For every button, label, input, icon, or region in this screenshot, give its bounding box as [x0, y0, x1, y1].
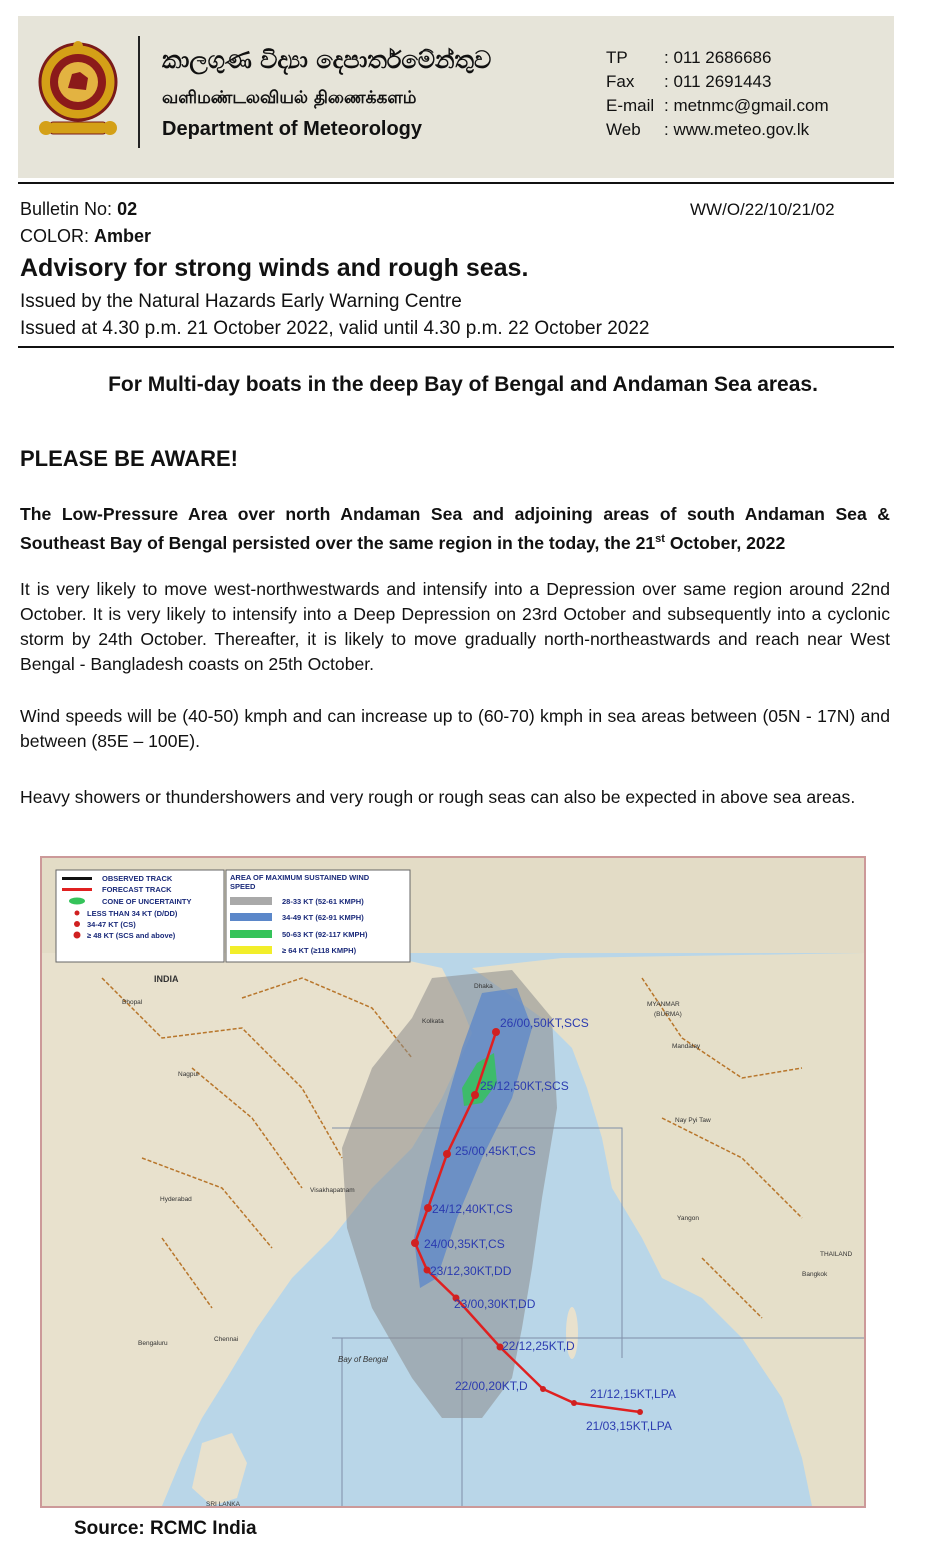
title-tamil: வளிமண்டலவியல் திணைக்களம்	[162, 88, 417, 108]
advisory-title: Advisory for strong winds and rough seas.	[20, 254, 529, 282]
track-label-8: 22/12,25KT,D	[502, 1339, 575, 1353]
legend-wind-3: 50-63 KT (92-117 KMPH)	[282, 930, 368, 939]
track-point-11	[637, 1409, 643, 1415]
p1-date: October, 2022	[664, 532, 786, 553]
advisory-subtitle: For Multi-day boats in the deep Bay of Bengal and Andaman Sea areas.	[108, 373, 818, 396]
paragraph-wind: Wind speeds will be (40-50) kmph and can increase up to (60-70) kmph in sea areas between (05N - 17N) and between (85E – 100E).	[20, 706, 890, 751]
legend-wind	[226, 870, 410, 962]
legend-forecast: FORECAST TRACK	[102, 885, 172, 894]
bulletin-color-value: Amber	[94, 226, 152, 246]
track-label-9: 22/00,20KT,D	[455, 1379, 528, 1393]
title-english: Department of Meteorology	[162, 118, 423, 140]
track-label-5: 24/00,35KT,CS	[424, 1237, 505, 1251]
legend-track	[56, 870, 224, 962]
track-label-11: 21/03,15KT,LPA	[586, 1419, 672, 1433]
track-label-2: 25/12,50KT,SCS	[480, 1079, 569, 1093]
contact-value-email[interactable]: : metnmc@gmail.com	[664, 96, 829, 115]
place-thailand: THAILAND	[820, 1251, 853, 1258]
place-nagpur: Nagpur	[178, 1071, 200, 1078]
track-label-4: 24/12,40KT,CS	[432, 1202, 513, 1216]
legend-wind-1: 28-33 KT (52-61 KMPH)	[282, 897, 364, 906]
legend-wind-title-2: SPEED	[230, 882, 256, 891]
place-bay-of-bengal: Bay of Bengal	[338, 1355, 388, 1364]
legend-34-47: 34-47 KT (CS)	[87, 920, 136, 929]
contact-label-tp: TP	[606, 48, 628, 67]
place-burma: (BURMA)	[654, 1011, 682, 1018]
header-divider	[138, 36, 140, 148]
legend-lt34: LESS THAN 34 KT (D/DD)	[87, 909, 178, 918]
place-bangkok: Bangkok	[802, 1271, 828, 1278]
contact-label-fax: Fax	[606, 72, 635, 91]
place-mandalay: Mandalay	[672, 1043, 701, 1050]
legend-wind-2: 34-49 KT (62-91 KMPH)	[282, 913, 364, 922]
legend-swatch-ge64	[230, 946, 272, 954]
legend-swatch-34-49	[230, 913, 272, 921]
bulletin-color	[20, 226, 151, 247]
legend-cone: CONE OF UNCERTAINTY	[102, 897, 192, 906]
p1-text: The Low-Pressure Area over north Andaman Sea and adjoining areas of south Andaman Sea & Southeast Bay of Bengal persisted over the same region in the today, the 21	[20, 504, 890, 553]
bulletin-number-value: 02	[117, 199, 138, 219]
track-point-2	[471, 1091, 479, 1099]
issued-at: Issued at 4.30 p.m. 21 October 2022, valid until 4.30 p.m. 22 October 2022	[20, 318, 650, 339]
track-point-10	[571, 1400, 577, 1406]
track-label-3: 25/00,45KT,CS	[455, 1144, 536, 1158]
place-chennai: Chennai	[214, 1336, 239, 1343]
place-sri-lanka: SRI LANKA	[206, 1501, 240, 1506]
meta-rule	[18, 346, 894, 348]
place-visakhapatnam: Visakhapatnam	[310, 1187, 355, 1194]
header-rule	[18, 182, 894, 184]
contact-label-web: Web	[606, 120, 641, 139]
bulletin-reference: WW/O/22/10/21/02	[690, 200, 835, 219]
map-canvas	[42, 858, 864, 1506]
cyclone-track-map	[40, 856, 866, 1508]
place-nay-pyi-taw: Nay Pyi Taw	[675, 1117, 711, 1124]
title-sinhala: කාලගුණ විද්‍යා දෙපාර්තමේන්තුව	[162, 46, 492, 74]
track-point-3	[443, 1150, 451, 1158]
place-bhopal: Bhopal	[122, 999, 143, 1006]
place-yangon: Yangon	[677, 1215, 699, 1222]
map-source: Source: RCMC India	[74, 1518, 257, 1539]
issued-by: Issued by the Natural Hazards Early Warning Centre	[20, 291, 462, 312]
track-label-1: 26/00,50KT,SCS	[500, 1016, 589, 1030]
legend-wind-title: AREA OF MAXIMUM SUSTAINED WIND	[230, 873, 370, 882]
place-myanmar: MYANMAR	[647, 1001, 680, 1008]
legend-swatch-28-33	[230, 897, 272, 905]
sri-lanka-emblem-icon	[36, 38, 120, 146]
legend-ge48: ≥ 48 KT (SCS and above)	[87, 931, 176, 940]
place-kolkata: Kolkata	[422, 1018, 444, 1025]
track-point-1	[492, 1028, 500, 1036]
track-point-4	[424, 1204, 432, 1212]
contact-value-tp: : 011 2686686	[664, 48, 772, 67]
contact-label-email: E-mail	[606, 96, 655, 115]
track-point-5	[411, 1239, 419, 1247]
legend-observed: OBSERVED TRACK	[102, 874, 173, 883]
contact-value-web[interactable]: : www.meteo.gov.lk	[664, 120, 810, 139]
place-bengaluru: Bengaluru	[138, 1340, 168, 1347]
paragraph-low-pressure	[20, 502, 890, 556]
track-point-9	[540, 1386, 546, 1392]
legend-wind-4: ≥ 64 KT (≥118 KMPH)	[282, 946, 357, 955]
track-label-7: 23/00,30KT,DD	[454, 1297, 536, 1311]
bulletin-color-label: COLOR:	[20, 226, 95, 246]
track-label-6: 23/12,30KT,DD	[430, 1264, 512, 1278]
place-india: INDIA	[154, 974, 179, 984]
place-dhaka: Dhaka	[474, 983, 493, 990]
p1-sup: st	[655, 533, 665, 545]
bulletin-number-label: Bulletin No:	[20, 199, 118, 219]
bulletin-number	[20, 199, 137, 220]
legend-swatch-50-63	[230, 930, 272, 938]
contact-value-fax: : 011 2691443	[664, 72, 772, 91]
paragraph-forecast: It is very likely to move west-northwestwards and intensify into a Depression over same region around 22nd October. It is very likely to intensify into a Deep Depression on 23rd October and subsequently into a cyclonic storm by 24th October. Thereafter, it is likely to move gradually north-northeastwards and reach near West Bengal - Bangladesh coasts on 25th October.	[20, 579, 890, 674]
place-hyderabad: Hyderabad	[160, 1196, 192, 1203]
track-label-10: 21/12,15KT,LPA	[590, 1387, 676, 1401]
alert-heading: PLEASE BE AWARE!	[20, 446, 238, 471]
paragraph-showers: Heavy showers or thundershowers and very rough or rough seas can also be expected in above sea areas.	[20, 787, 856, 807]
